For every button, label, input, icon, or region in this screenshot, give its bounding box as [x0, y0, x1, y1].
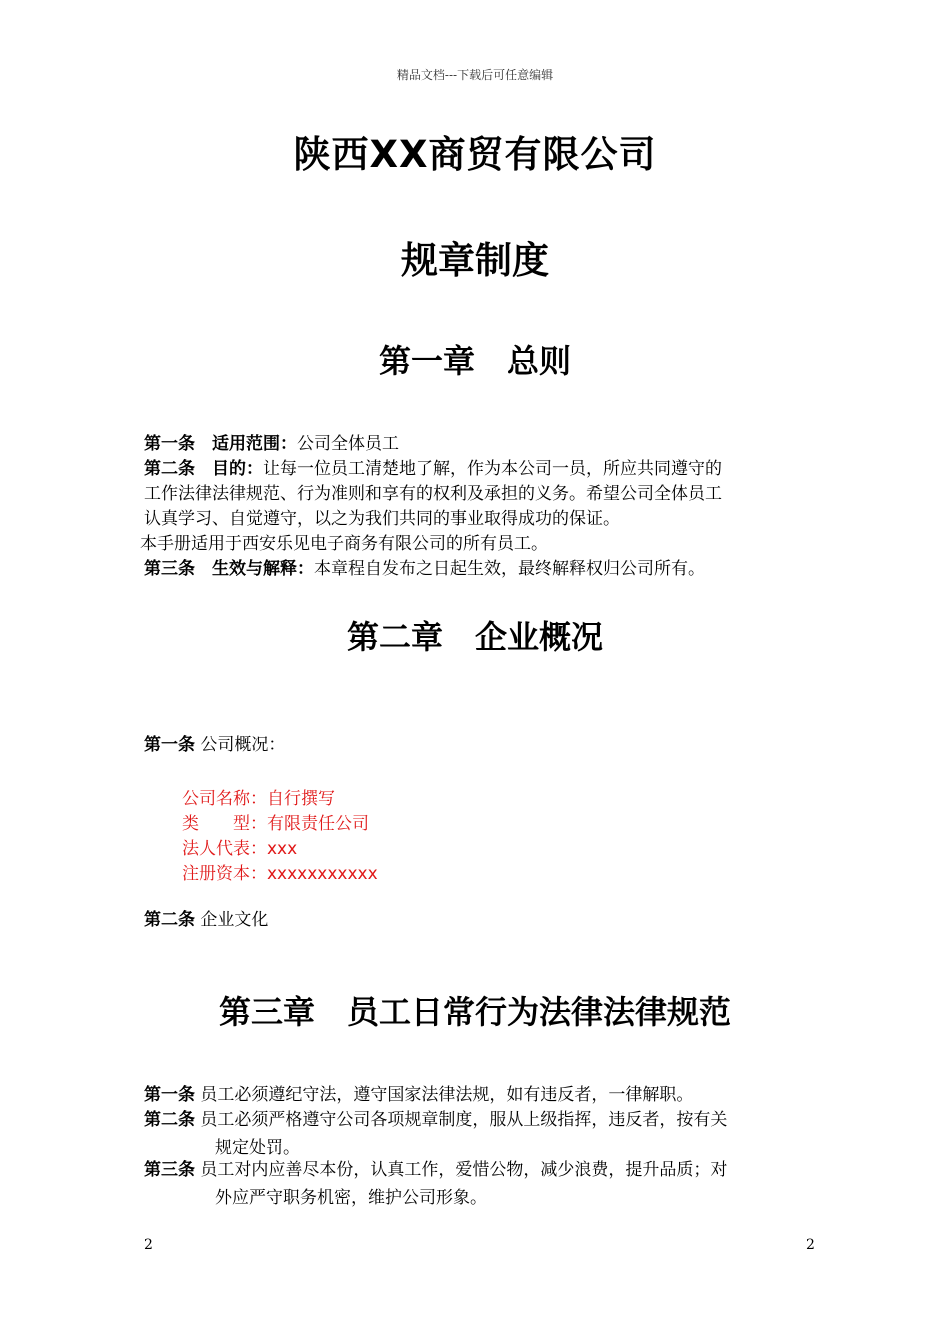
ch3-article-2-line-2: 规定处罚。	[215, 1138, 300, 1158]
ch2-article-2	[144, 908, 268, 933]
ch1-article-2-line-3: 认真学习、自觉遵守，以之为我们共同的事业取得成功的保证。	[144, 509, 620, 529]
article-label: 第三条 生效与解释：	[144, 559, 314, 579]
company-name-line: 公司名称：自行撰写	[182, 789, 335, 809]
ch2-article-1	[144, 733, 285, 758]
page-number-left: 2	[144, 1237, 153, 1253]
company-title: 陕西XX商贸有限公司	[293, 133, 657, 176]
article-text: 员工必须严格遵守公司各项规章制度，服从上级指挥，违反者，按有关	[200, 1110, 728, 1130]
article-text: 员工必须遵纪守法，遵守国家法律法规，如有违反者，一律解职。	[200, 1085, 694, 1105]
chapter-1-heading: 第一章 总则	[378, 342, 571, 380]
ch3-article-3-line-2: 外应严守职务机密，维护公司形象。	[215, 1188, 487, 1208]
legal-representative-line: 法人代表：xxx	[182, 839, 298, 859]
article-text: 本章程自发布之日起生效，最终解释权归公司所有。	[314, 559, 705, 579]
chapter-2-heading: 第二章 企业概况	[346, 618, 603, 656]
article-text: 企业文化	[200, 910, 269, 930]
chapter-3-heading: 第三章 员工日常行为法律法律规范	[218, 993, 731, 1031]
article-label: 第三条	[144, 1160, 195, 1180]
ch1-article-1	[144, 432, 399, 457]
article-text: 公司概况：	[200, 735, 286, 755]
ch1-article-2-line-4: 本手册适用于西安乐见电子商务有限公司的所有员工。	[140, 534, 548, 554]
article-label: 第一条 适用范围：	[144, 434, 297, 454]
page-number-right: 2	[806, 1237, 815, 1253]
document-title: 规章制度	[401, 239, 549, 282]
ch1-article-3	[144, 557, 705, 582]
company-type-line: 类 型：有限责任公司	[182, 814, 369, 834]
ch3-article-3	[144, 1158, 727, 1183]
article-text: 员工对内应善尽本份，认真工作，爱惜公物，减少浪费，提升品质；对	[200, 1160, 728, 1180]
article-label: 第二条	[144, 1110, 195, 1130]
ch1-article-2	[144, 457, 722, 482]
ch1-article-2-line-2: 工作法律法律规范、行为准则和享有的权利及承担的义务。希望公司全体员工	[144, 484, 722, 504]
article-text: 公司全体员工	[297, 434, 399, 454]
article-label: 第二条 目的：	[144, 459, 263, 479]
registered-capital-line: 注册资本：xxxxxxxxxxx	[182, 864, 378, 884]
article-text: 让每一位员工清楚地了解，作为本公司一员，所应共同遵守的	[263, 459, 722, 479]
ch3-article-1	[144, 1083, 693, 1108]
ch3-article-2	[144, 1108, 727, 1133]
article-label: 第二条	[144, 910, 195, 930]
page-header-note: 精品文档---下载后可任意编辑	[396, 68, 554, 82]
article-label: 第一条	[144, 1085, 195, 1105]
article-label: 第一条	[144, 735, 195, 755]
